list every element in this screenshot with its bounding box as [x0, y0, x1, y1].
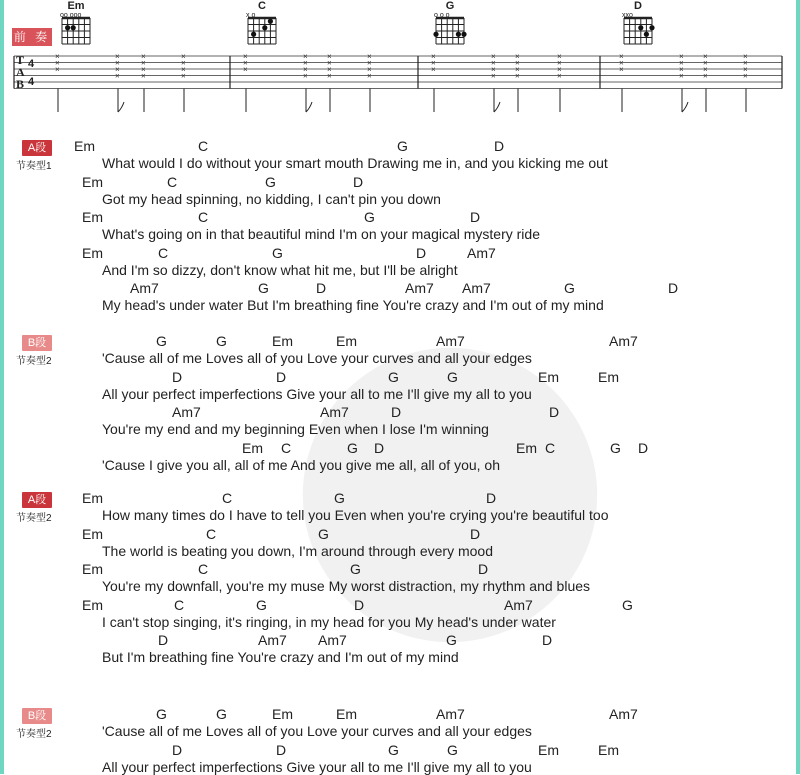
chord-symbol: Am7	[436, 706, 465, 722]
tab-note-x: ×	[431, 65, 436, 74]
tab-clef-letter: A	[16, 65, 25, 79]
chord-symbol: Am7	[405, 280, 434, 296]
tab-note-x: ×	[557, 65, 562, 74]
chord-symbol: D	[668, 280, 679, 296]
tab-note-x: ×	[367, 65, 372, 74]
lyric-line: I can't stop singing, it's ringing, in my head for you My head's under water	[102, 613, 556, 630]
lyric-line: You're my downfall, you're my muse My worst distraction, my rhythm and blues	[102, 578, 591, 594]
chord-symbol: G	[216, 706, 227, 722]
tab-note-x: ×	[327, 58, 332, 68]
chord-diagram-em	[58, 0, 94, 48]
chord-symbol: Am7	[462, 280, 491, 296]
tab-note-x: ×	[303, 58, 308, 68]
time-signature-digit: 4	[28, 58, 35, 70]
chord-symbol: D	[354, 596, 365, 613]
chord-symbol: C	[281, 439, 292, 456]
tab-staff	[0, 50, 800, 120]
section-tag: A段	[22, 492, 52, 508]
lyric-line: All your perfect imperfections Give your all to me I'll give my all to you	[102, 758, 532, 775]
tab-note-x: ×	[743, 58, 748, 68]
chord-symbol: G	[265, 173, 276, 190]
chord-symbol: C	[174, 596, 185, 613]
tab-note-x: ×	[491, 58, 496, 68]
tab-note-x: ×	[557, 58, 562, 68]
finger-dot	[456, 32, 461, 37]
chord-symbol: G	[447, 368, 458, 385]
tab-note-x: ×	[55, 58, 60, 68]
tab-note-x: ×	[557, 71, 562, 81]
chord-symbol: Em	[242, 439, 263, 456]
tab-note-x: ×	[679, 58, 684, 68]
chord-symbol: Em	[272, 706, 293, 722]
chord-symbol: D	[478, 561, 489, 577]
chord-symbol: C	[167, 173, 178, 190]
time-signature-digit: 4	[28, 76, 35, 88]
tab-clef-letter: B	[16, 77, 25, 91]
tab-note-x: ×	[619, 58, 624, 68]
chord-symbol: Am7	[258, 632, 287, 648]
chord-symbol: Em	[538, 368, 559, 385]
tab-note-x: ×	[141, 71, 146, 81]
tab-note-x: ×	[115, 65, 120, 74]
chord-symbol: G	[272, 244, 283, 261]
chord-symbol: G	[610, 439, 621, 456]
chord-symbol: Em	[272, 333, 293, 349]
tab-note-x: ×	[515, 65, 520, 74]
finger-dot	[461, 32, 466, 37]
chord-symbol: G	[347, 439, 358, 456]
tab-note-x: ×	[557, 52, 562, 61]
chord-symbol: C	[222, 490, 233, 506]
chord-symbol: C	[158, 244, 169, 261]
chord-symbol: D	[542, 632, 553, 648]
tab-note-x: ×	[243, 58, 248, 68]
tab-note-x: ×	[703, 58, 708, 68]
tab-note-x: ×	[55, 52, 60, 61]
finger-dot	[638, 25, 643, 30]
lyric-line: And I'm so dizzy, don't know what hit me, but I'll be alright	[102, 261, 458, 278]
chord-symbol: G	[388, 368, 399, 385]
chord-symbol: Em	[538, 741, 559, 758]
chord-symbol: C	[198, 561, 209, 577]
chord-symbol: G	[388, 741, 399, 758]
open-string-markers: oo ooo	[60, 12, 82, 19]
chord-symbol: Am7	[318, 632, 347, 648]
tab-note-x: ×	[141, 65, 146, 74]
chord-diagram-g	[432, 0, 468, 48]
chord-symbol: Em	[82, 173, 103, 190]
finger-dot	[433, 32, 438, 37]
chord-symbol: G	[156, 333, 167, 349]
chord-symbol: G	[256, 596, 267, 613]
tab-note-x: ×	[743, 65, 748, 74]
tab-note-x: ×	[515, 52, 520, 61]
chord-grid	[620, 10, 656, 48]
chord-symbol: D	[486, 490, 497, 506]
lyric-line: Got my head spinning, no kidding, I can't pin you down	[102, 190, 441, 207]
chord-symbol: G	[564, 280, 575, 296]
tab-note-x: ×	[367, 71, 372, 81]
tab-note-x: ×	[367, 58, 372, 68]
finger-dot	[649, 25, 654, 30]
tab-note-x: ×	[703, 52, 708, 61]
chord-symbol: G	[364, 209, 375, 225]
chord-symbol: D	[316, 280, 327, 296]
chord-symbol: Am7	[504, 596, 533, 613]
chord-symbol: D	[158, 632, 169, 648]
lyric-line: All your perfect imperfections Give your all to me I'll give my all to you	[102, 385, 532, 402]
chord-symbol: G	[216, 333, 227, 349]
lyric-line: 'Cause all of me Loves all of you Love your curves and all your edges	[102, 723, 532, 739]
chord-symbol: D	[470, 525, 481, 542]
chord-symbol: C	[198, 138, 209, 154]
chord-symbol: G	[350, 561, 361, 577]
chord-symbol: C	[198, 209, 209, 225]
lyric-line: How many times do I have to tell you Even when you're crying you're beautiful too	[102, 507, 609, 523]
eighth-flag	[306, 102, 312, 112]
tab-note-x: ×	[491, 71, 496, 81]
tab-clef-letter: T	[16, 53, 25, 67]
chord-symbol: G	[258, 280, 269, 296]
tab-note-x: ×	[55, 65, 60, 74]
chord-symbol: Am7	[609, 333, 638, 349]
tab-note-x: ×	[181, 58, 186, 68]
finger-dot	[644, 32, 649, 37]
chord-symbol: Em	[82, 209, 103, 225]
chord-symbol: Em	[598, 368, 619, 385]
tab-note-x: ×	[115, 71, 120, 81]
chord-diagram-name: C	[258, 0, 266, 12]
section-tag: A段	[22, 140, 52, 156]
chord-symbol: D	[549, 404, 560, 420]
chord-symbol: D	[638, 439, 649, 456]
tab-note-x: ×	[703, 71, 708, 81]
tab-note-x: ×	[115, 52, 120, 61]
chord-symbol: G	[397, 138, 408, 154]
lyric-line: What's going on in that beautiful mind I'm on your magical mystery ride	[102, 226, 540, 242]
rhythm-pattern-label: 节奏型2	[16, 356, 52, 367]
open-string-markers: xxo	[622, 12, 633, 19]
tab-note-x: ×	[679, 65, 684, 74]
chord-diagram-name: Em	[67, 0, 85, 12]
chord-symbol: D	[391, 404, 402, 420]
tab-note-x: ×	[743, 71, 748, 81]
tab-note-x: ×	[141, 58, 146, 68]
tab-note-x: ×	[243, 52, 248, 61]
chord-symbol: Am7	[467, 244, 496, 261]
tab-note-x: ×	[141, 52, 146, 61]
eighth-flag	[118, 102, 124, 112]
chord-symbol: D	[276, 741, 287, 758]
tab-note-x: ×	[679, 71, 684, 81]
chord-symbol: D	[353, 173, 364, 190]
intro-label: 前 奏	[13, 30, 51, 44]
chord-symbol: Am7	[436, 333, 465, 349]
open-string-markers: o o o	[434, 12, 450, 19]
chord-diagram-name: D	[634, 0, 642, 12]
tab-note-x: ×	[619, 65, 624, 74]
rhythm-pattern-label: 节奏型2	[16, 513, 52, 524]
tab-note-x: ×	[303, 65, 308, 74]
chord-diagram-d	[620, 0, 656, 48]
chord-grid	[432, 10, 468, 48]
lyric-line: What would I do without your smart mouth Drawing me in, and you kicking me out	[102, 155, 608, 171]
chord-symbol: C	[545, 439, 556, 456]
chord-symbol: D	[374, 439, 385, 456]
eighth-flag	[494, 102, 500, 112]
chord-symbol: G	[318, 525, 329, 542]
chord-symbol: D	[470, 209, 481, 225]
chord-symbol: D	[276, 368, 287, 385]
chord-symbol: D	[494, 138, 505, 154]
tab-note-x: ×	[243, 65, 248, 74]
tab-note-x: ×	[327, 65, 332, 74]
open-string-markers: x o	[246, 12, 256, 19]
chord-symbol: Am7	[609, 706, 638, 722]
lyric-line: The world is beating you down, I'm around through every mood	[102, 542, 494, 559]
rhythm-pattern-label: 节奏型2	[16, 729, 52, 740]
tab-note-x: ×	[515, 71, 520, 81]
chord-grid	[58, 10, 94, 48]
chord-symbol: G	[447, 741, 458, 758]
chord-symbol: D	[172, 741, 183, 758]
lyric-line: 'Cause all of me Loves all of you Love your curves and all your edges	[102, 350, 532, 366]
chord-symbol: C	[206, 525, 217, 542]
chord-symbol: Am7	[172, 404, 201, 420]
finger-dot	[251, 32, 256, 37]
chord-symbol: G	[334, 490, 345, 506]
chord-symbol: Em	[74, 138, 95, 154]
chord-grid	[244, 10, 280, 48]
chord-symbol: G	[622, 596, 633, 613]
section-tag: B段	[22, 708, 52, 724]
eighth-flag	[682, 102, 688, 112]
chord-symbol: Em	[82, 244, 103, 261]
chord-symbol: G	[156, 706, 167, 722]
tab-note-x: ×	[181, 71, 186, 81]
tab-note-x: ×	[327, 52, 332, 61]
chord-symbol: D	[416, 244, 427, 261]
tab-note-x: ×	[431, 52, 436, 61]
tab-note-x: ×	[515, 58, 520, 68]
finger-dot	[71, 25, 76, 30]
tab-note-x: ×	[619, 52, 624, 61]
chord-symbol: Em	[82, 596, 103, 613]
tab-note-x: ×	[431, 58, 436, 68]
chord-symbol: Em	[82, 561, 103, 577]
finger-dot	[262, 25, 267, 30]
rhythm-pattern-label: 节奏型1	[16, 161, 52, 172]
finger-dot	[268, 19, 273, 24]
tab-note-x: ×	[743, 52, 748, 61]
lyric-line: My head's under water But I'm breathing fine You're crazy and I'm out of my mind	[102, 297, 604, 313]
lyric-line: 'Cause I give you all, all of me And you give me all, all of you, oh	[102, 456, 501, 473]
tab-note-x: ×	[491, 65, 496, 74]
lyric-line: But I'm breathing fine You're crazy and I'm out of my mind	[102, 649, 459, 665]
chord-symbol: G	[446, 632, 457, 648]
tab-note-x: ×	[181, 52, 186, 61]
tab-note-x: ×	[303, 71, 308, 81]
chord-symbol: Em	[82, 525, 103, 542]
tab-note-x: ×	[303, 52, 308, 61]
chord-diagram-name: G	[445, 0, 455, 12]
tab-note-x: ×	[367, 52, 372, 61]
finger-dot	[65, 25, 70, 30]
tab-note-x: ×	[181, 65, 186, 74]
chord-symbol: Em	[336, 706, 357, 722]
tab-note-x: ×	[327, 71, 332, 81]
intro-tablature	[0, 0, 800, 130]
chord-symbol: D	[172, 368, 183, 385]
lyric-line: You're my end and my beginning Even when I lose I'm winning	[102, 421, 489, 437]
tab-note-x: ×	[115, 58, 120, 68]
chord-symbol: Em	[598, 741, 619, 758]
chord-symbol: Em	[82, 490, 103, 506]
tab-note-x: ×	[679, 52, 684, 61]
tab-note-x: ×	[703, 65, 708, 74]
chord-diagram-c	[244, 0, 280, 48]
section-tag: B段	[22, 335, 52, 351]
chord-symbol: Em	[336, 333, 357, 349]
chord-symbol: Em	[516, 439, 537, 456]
chord-symbol: Am7	[130, 280, 159, 296]
chord-symbol: Am7	[320, 404, 349, 420]
tab-note-x: ×	[491, 52, 496, 61]
